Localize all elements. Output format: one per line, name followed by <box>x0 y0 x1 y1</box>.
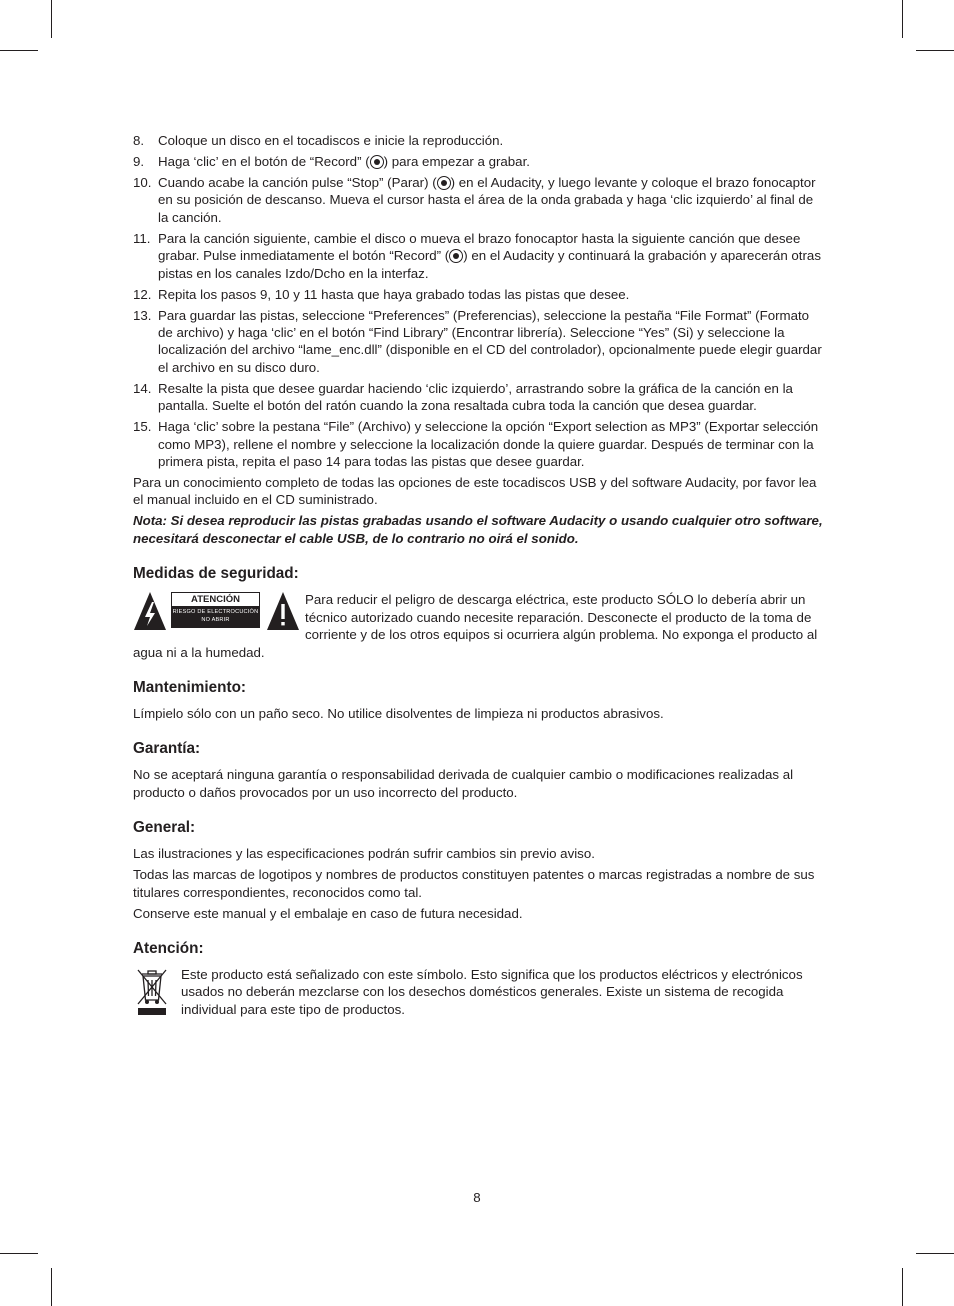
caution-line-1: RIESGO DE ELECTROCUCIÓN <box>172 609 259 616</box>
lightning-warning-icon <box>133 591 167 631</box>
step-text: ) en el Audacity y continuará la grabación y aparecerán otras pistas en los canales Izdo/Dcho en la interfaz. <box>158 248 821 281</box>
list-item <box>133 418 823 470</box>
steps-list <box>133 132 823 470</box>
step-text: ) para empezar a grabar. <box>383 154 530 169</box>
crop-mark <box>51 1268 52 1306</box>
intro-paragraph: Para un conocimiento completo de todas las opciones de este tocadiscos USB y del software Audacity, por favor lea el manual incluido en el CD suministrado. <box>133 475 817 508</box>
page-content <box>133 132 823 1018</box>
list-item <box>133 174 823 226</box>
weee-crossed-bin-icon <box>135 966 169 1016</box>
safety-heading: Medidas de seguridad: <box>133 565 299 583</box>
step-text: Haga ‘clic’ sobre la pestana “File” (Archivo) y seleccione la opción “Export selection as MP3” (Exportar selección como MP3), rellene el nombre y seleccione la localización donde la quiere guardar. Después de terminar con la primera pista, repita el paso 14 para todas las pistas que desee guardar. <box>158 419 819 470</box>
general-text-2: Todas las marcas de logotipos y nombres de productos constituyen patentes o marcas registradas a nombre de sus titulares correspondientes, reconocidos como tal. <box>133 867 815 900</box>
general-text-3: Conserve este manual y el embalaje en caso de futura necesidad. <box>133 905 523 921</box>
warning-label <box>133 591 303 635</box>
step-number: 11. <box>133 230 151 246</box>
step-number: 9. <box>133 154 145 169</box>
step-text: Coloque un disco en el tocadiscos e inicie la reproducción. <box>158 133 504 148</box>
weee-section <box>133 966 823 1018</box>
attention-heading: Atención: <box>133 939 204 957</box>
crop-mark <box>916 50 954 51</box>
step-text: Para guardar las pistas, seleccione “Preferences” (Preferencias), seleccione la pestaña “File Format” (Formato de archivo) y haga ‘clic’ en el botón “Find Library” (Encontrar librería). Seleccione “Yes” (Si) y seleccione la localización del archivo “lame_enc.dll” (disponible en el CD del controlador), opcionalmente puede elegir guardar el archivo en su disco duro. <box>158 307 822 375</box>
stop-icon <box>437 176 451 190</box>
maintenance-text: Límpielo sólo con un paño seco. No utilice disolventes de limpieza ni productos abrasivos. <box>133 705 664 721</box>
warranty-text: No se aceptará ninguna garantía o responsabilidad derivada de cualquier cambio o modificaciones realizadas al producto o daños provocados por un uso incorrecto del producto. <box>133 767 794 800</box>
list-item <box>133 380 823 415</box>
weee-text: Este producto está señalizado con este símbolo. Esto significa que los productos eléctricos y electrónicos usados no deberán mezclarse con los desechos domésticos generales. Existe un sistema de recogida individual para este tipo de productos. <box>181 966 803 1017</box>
step-number: 15. <box>133 419 152 435</box>
warranty-heading: Garantía: <box>133 740 201 758</box>
caution-title: ATENCIÓN <box>172 593 259 607</box>
maintenance-heading: Mantenimiento: <box>133 678 247 696</box>
crop-mark <box>0 1253 38 1254</box>
record-icon <box>449 249 463 263</box>
step-number: 13. <box>133 307 152 323</box>
caution-subtitle <box>172 607 259 628</box>
crop-mark <box>902 1268 903 1306</box>
step-number: 8. <box>133 133 145 148</box>
crop-mark <box>916 1253 954 1254</box>
general-text-1: Las ilustraciones y las especificaciones podrán sufrir cambios sin previo aviso. <box>133 846 595 862</box>
usb-note: Nota: Si desea reproducir las pistas grabadas usando el software Audacity o usando cualquier otro software, necesitará desconectar el cable USB, de lo contrario no oirá el sonido. <box>133 513 823 546</box>
step-text: Cuando acabe la canción pulse “Stop” (Parar) ( <box>158 175 437 190</box>
page-number: 8 <box>473 1190 481 1205</box>
list-item <box>133 286 823 303</box>
general-heading: General: <box>133 819 196 837</box>
list-item <box>133 153 823 170</box>
step-text: ) en el Audacity, y luego levante y coloque el brazo fonocaptor en su posición de descanso. Mueva el cursor hasta el área de la onda grabada y haga ‘clic izquierdo’ al final de la canción. <box>158 175 816 225</box>
list-item <box>133 132 823 149</box>
step-number: 14. <box>133 380 152 396</box>
exclamation-warning-icon <box>266 591 300 631</box>
step-text: Para la canción siguiente, cambie el disco o mueva el brazo fonocaptor hasta la siguiente canción que desee grabar. Pulse inmediatamente el botón “Record” ( <box>158 230 801 264</box>
step-text: Haga ‘clic’ en el botón de “Record” ( <box>158 154 370 169</box>
step-number: 12. <box>133 286 152 302</box>
step-number: 10. <box>133 175 152 190</box>
caution-line-2: NO ABRIR <box>201 616 230 623</box>
caution-box <box>171 592 260 628</box>
step-text: Repita los pasos 9, 10 y 11 hasta que haya grabado todas las pistas que desee. <box>158 286 630 302</box>
crop-mark <box>51 0 52 38</box>
crop-mark <box>0 50 38 51</box>
record-icon <box>370 155 384 169</box>
list-item <box>133 230 823 282</box>
safety-section <box>133 591 823 661</box>
crop-mark <box>902 0 903 38</box>
step-text: Resalte la pista que desee guardar haciendo ‘clic izquierdo’, arrastrando sobre la gráfica de la canción en la pantalla. Suelte el botón del ratón cuando la zona resaltada cubra toda la canción que desea guardar. <box>158 380 793 414</box>
list-item <box>133 307 823 377</box>
safety-text: Para reducir el peligro de descarga eléctrica, este producto SÓLO lo debería abrir un técnico autorizado cuando necesite reparación. Desconecte el producto de la toma de corriente y de los otros equipos si ocurriera algún problema. No exponga el producto al agua ni a la humedad. <box>133 592 818 660</box>
